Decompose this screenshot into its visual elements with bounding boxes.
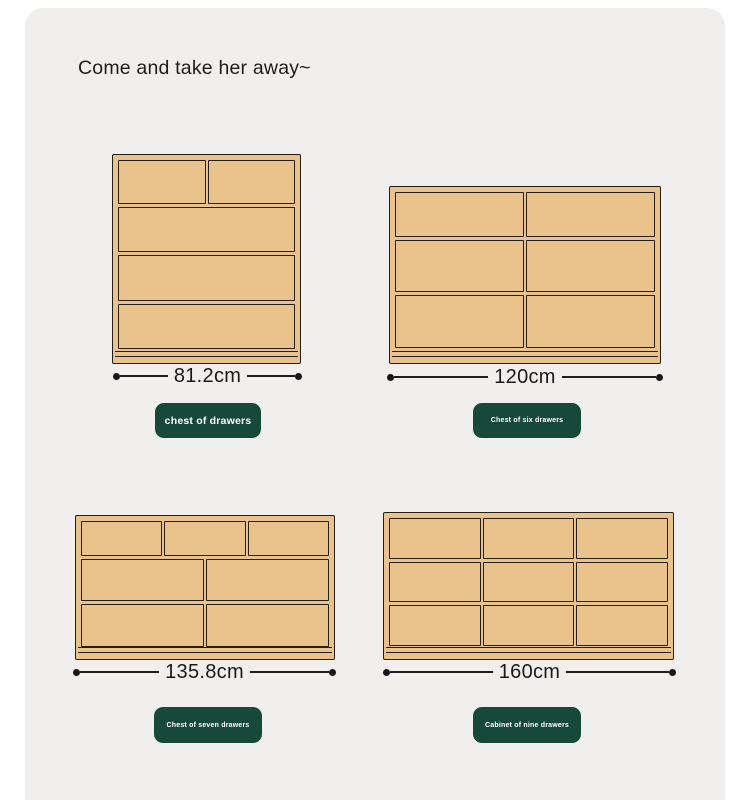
dimension-segment: [247, 375, 295, 377]
product-label-text: Chest of six drawers: [490, 417, 564, 424]
kick-plate-line: [392, 351, 658, 352]
drawer: [118, 207, 295, 252]
drawer-row: [118, 255, 295, 300]
drawer: [483, 605, 575, 646]
dimension-dot-left: [73, 669, 80, 676]
drawer: [118, 304, 295, 349]
dimension-label: 160cm: [498, 661, 561, 683]
drawer-row: [389, 605, 668, 646]
drawer-row: [81, 521, 329, 556]
dimension-dot-right: [295, 373, 302, 380]
drawer: [526, 240, 655, 291]
page-title: Come and take her away~: [78, 57, 311, 79]
product-label-text: Cabinet of nine drawers: [485, 721, 569, 729]
drawer-row: [395, 240, 655, 291]
product-label-text: chest of drawers: [164, 414, 252, 427]
dimension-segment: [250, 671, 329, 673]
drawer: [395, 295, 524, 348]
kick-plate-line: [392, 356, 658, 357]
drawer: [576, 518, 668, 559]
kick-plate-line: [386, 647, 671, 648]
drawer-row: [118, 304, 295, 349]
kick-plate-line: [115, 356, 298, 357]
drawer: [389, 562, 481, 603]
drawer-row: [395, 295, 655, 348]
drawer: [483, 518, 575, 559]
dimension-line: [387, 366, 663, 388]
content-card: [25, 8, 725, 800]
dimension-line: [113, 365, 302, 387]
drawer: [206, 559, 329, 602]
drawer: [483, 562, 575, 603]
dimension-dot-right: [669, 669, 676, 676]
dimension-dot-right: [329, 669, 336, 676]
drawer: [526, 295, 655, 348]
drawer: [526, 192, 655, 237]
dimension-segment: [120, 375, 168, 377]
dimension-segment: [562, 376, 656, 378]
dimension-segment: [566, 671, 669, 673]
dimension-dot-left: [113, 373, 120, 380]
drawer-area: [118, 160, 295, 349]
drawer-area: [389, 518, 668, 646]
dimension-dot-right: [656, 374, 663, 381]
dimension-dot-left: [387, 374, 394, 381]
dimension-segment: [390, 671, 493, 673]
drawer-area: [395, 192, 655, 348]
drawer: [248, 521, 329, 556]
drawer-row: [81, 559, 329, 602]
dimension-dot-left: [383, 669, 390, 676]
drawer-row: [395, 192, 655, 237]
dimension-line: [73, 661, 336, 683]
kick-plate-line: [115, 351, 298, 352]
drawer: [208, 160, 296, 204]
drawer-row: [118, 160, 295, 204]
drawer: [81, 604, 204, 647]
kick-plate-line: [78, 652, 332, 653]
drawer-area: [81, 521, 329, 647]
kick-plate-line: [78, 647, 332, 648]
kick-plate-line: [386, 652, 671, 653]
dimension-label: 135.8cm: [165, 661, 244, 683]
drawer-row: [81, 604, 329, 647]
drawer: [206, 604, 329, 647]
cabinet-frame-chest-of-six-drawers: [389, 186, 661, 364]
drawer: [118, 160, 206, 204]
product-label-pill: [473, 403, 581, 438]
product-label-pill: [473, 707, 581, 743]
drawer: [576, 605, 668, 646]
cabinet-frame-chest-of-drawers: [112, 154, 301, 364]
dimension-segment: [394, 376, 488, 378]
cabinet-frame-cabinet-of-nine-drawers: [383, 512, 674, 660]
drawer: [118, 255, 295, 300]
product-label-pill: [155, 403, 261, 438]
drawer-row: [389, 562, 668, 603]
dimension-segment: [80, 671, 159, 673]
dimension-label: 120cm: [494, 366, 556, 388]
drawer: [81, 521, 162, 556]
drawer: [389, 518, 481, 559]
drawer-row: [389, 518, 668, 559]
dimension-label: 81.2cm: [173, 365, 242, 387]
dimension-line: [383, 661, 676, 683]
drawer: [81, 559, 204, 602]
product-label-text: Chest of seven drawers: [166, 721, 250, 729]
product-label-pill: [154, 707, 262, 743]
drawer: [395, 192, 524, 237]
drawer: [389, 605, 481, 646]
cabinet-frame-chest-of-seven-drawers: [75, 515, 335, 660]
drawer: [395, 240, 524, 291]
drawer-row: [118, 207, 295, 252]
drawer: [576, 562, 668, 603]
drawer: [164, 521, 245, 556]
